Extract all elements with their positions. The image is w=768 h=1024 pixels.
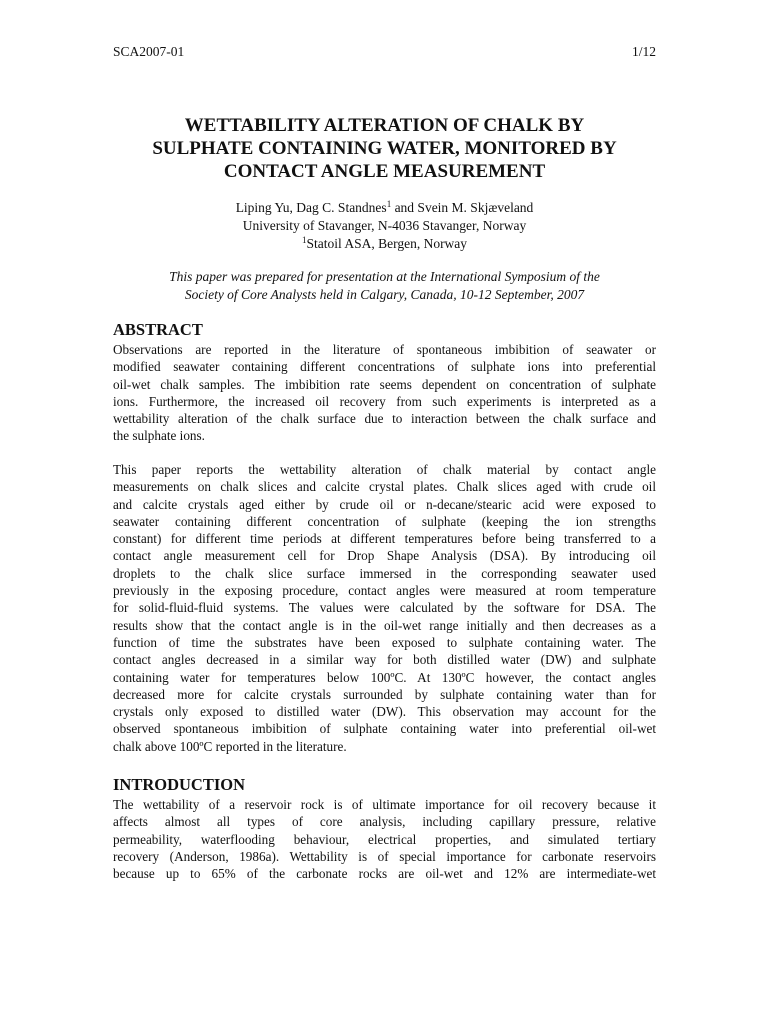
text-line: crystals only exposed to distilled water (DW). This observation may account for the bbox=[113, 704, 656, 720]
text-line: results show that the contact angle is in the oil-wet range initially and then decreases as a bbox=[113, 617, 656, 633]
author-block bbox=[113, 199, 656, 253]
preparation-line: Society of Core Analysts held in Calgary, Canada, 10-12 September, 2007 bbox=[184, 287, 585, 302]
text-line: previously in the exposing procedure, contact angles were measured at room temperature bbox=[113, 583, 656, 599]
introduction-paragraph-1 bbox=[113, 796, 656, 882]
text-line: observed spontaneous imbibition of sulphate containing water into preferential oil-wet bbox=[113, 721, 656, 737]
text-line: affects almost all types of core analysis, including capillary pressure, relative bbox=[113, 814, 656, 830]
abstract-paragraph-1 bbox=[113, 341, 656, 445]
preparation-note bbox=[113, 268, 656, 304]
text-line: chalk above 100ºC reported in the literature. bbox=[113, 738, 347, 754]
text-line: ions. Furthermore, the increased oil recovery from such experiments is interpreted as a bbox=[113, 393, 656, 409]
text-line: The wettability of a reservoir rock is of ultimate importance for oil recovery because it bbox=[113, 797, 656, 812]
text-line: containing water for temperatures below 100ºC. At 130ºC however, the contact angles bbox=[113, 669, 656, 685]
text-line: wettability alteration of the chalk surface due to interaction between the chalk surface and bbox=[113, 411, 656, 427]
title-line: SULPHATE CONTAINING WATER, MONITORED BY bbox=[152, 138, 617, 159]
text-line: Observations are reported in the literature of spontaneous imbibition of seawater or bbox=[113, 342, 656, 357]
title-line: WETTABILITY ALTERATION OF CHALK BY bbox=[184, 115, 585, 136]
abstract-paragraph-2 bbox=[113, 461, 656, 755]
text-line: measurements on chalk slices and calcite crystal plates. Chalk slices aged with crude oil bbox=[113, 479, 656, 495]
text-line: function of time the substrates have been exposed to sulphate containing water. The bbox=[113, 634, 656, 650]
text-line: contact angle measurement cell for Drop Shape Analysis (DSA). By introducing oil bbox=[113, 548, 656, 564]
text-line: and calcite crystals aged either by crude oil or n-decane/stearic acid were exposed to bbox=[113, 496, 656, 512]
text-line: permeability, waterflooding behaviour, electrical properties, and simulated tertiary bbox=[113, 831, 656, 847]
paper-title bbox=[113, 114, 656, 183]
text-line: because up to 65% of the carbonate rocks are oil-wet and 12% are intermediate-wet bbox=[113, 866, 656, 882]
text-line: oil-wet chalk samples. The imbibition rate seems dependent on concentration of sulphate bbox=[113, 376, 656, 392]
text-line: modified seawater containing different concentrations of sulphate ions into preferential bbox=[113, 359, 656, 375]
text-line: seawater containing different concentration of sulphate (keeping the ion strengths bbox=[113, 513, 656, 529]
text-line: contact angles decreased in a similar way for both distilled water (DW) and sulphate bbox=[113, 652, 656, 668]
author-names: Liping Yu, Dag C. Standnes$^1$ and Svein M. Skjæveland bbox=[235, 199, 534, 215]
page-header bbox=[113, 44, 656, 60]
text-line: constant) for different time periods at different temperatures before being transferred to a bbox=[113, 531, 656, 547]
paper-id: SCA2007-01 bbox=[113, 44, 185, 59]
text-line: droplets to the chalk slice surface immersed in the corresponding seawater used bbox=[113, 565, 656, 581]
abstract-heading: ABSTRACT bbox=[113, 320, 203, 339]
affiliation-1: University of Stavanger, N-4036 Stavanger, Norway bbox=[242, 218, 527, 233]
text-line: for solid-fluid-fluid systems. The values were calculated by the software for DSA. The bbox=[113, 600, 656, 616]
title-line: CONTACT ANGLE MEASUREMENT bbox=[223, 161, 546, 182]
text-line: recovery (Anderson, 1986a). Wettability is of special importance for carbonate reservoirs bbox=[113, 848, 656, 864]
text-line: decreased more for calcite crystals surrounded by sulphate containing water than for bbox=[113, 686, 656, 702]
introduction-heading: INTRODUCTION bbox=[113, 775, 246, 794]
page-number: 1/12 bbox=[631, 44, 656, 59]
text-line: This paper reports the wettability alteration of chalk material by contact angle bbox=[113, 462, 656, 477]
preparation-line: This paper was prepared for presentation at the International Symposium of the bbox=[169, 269, 600, 284]
affiliation-2: $^1$Statoil ASA, Bergen, Norway bbox=[301, 235, 468, 251]
text-line: the sulphate ions. bbox=[113, 428, 205, 444]
